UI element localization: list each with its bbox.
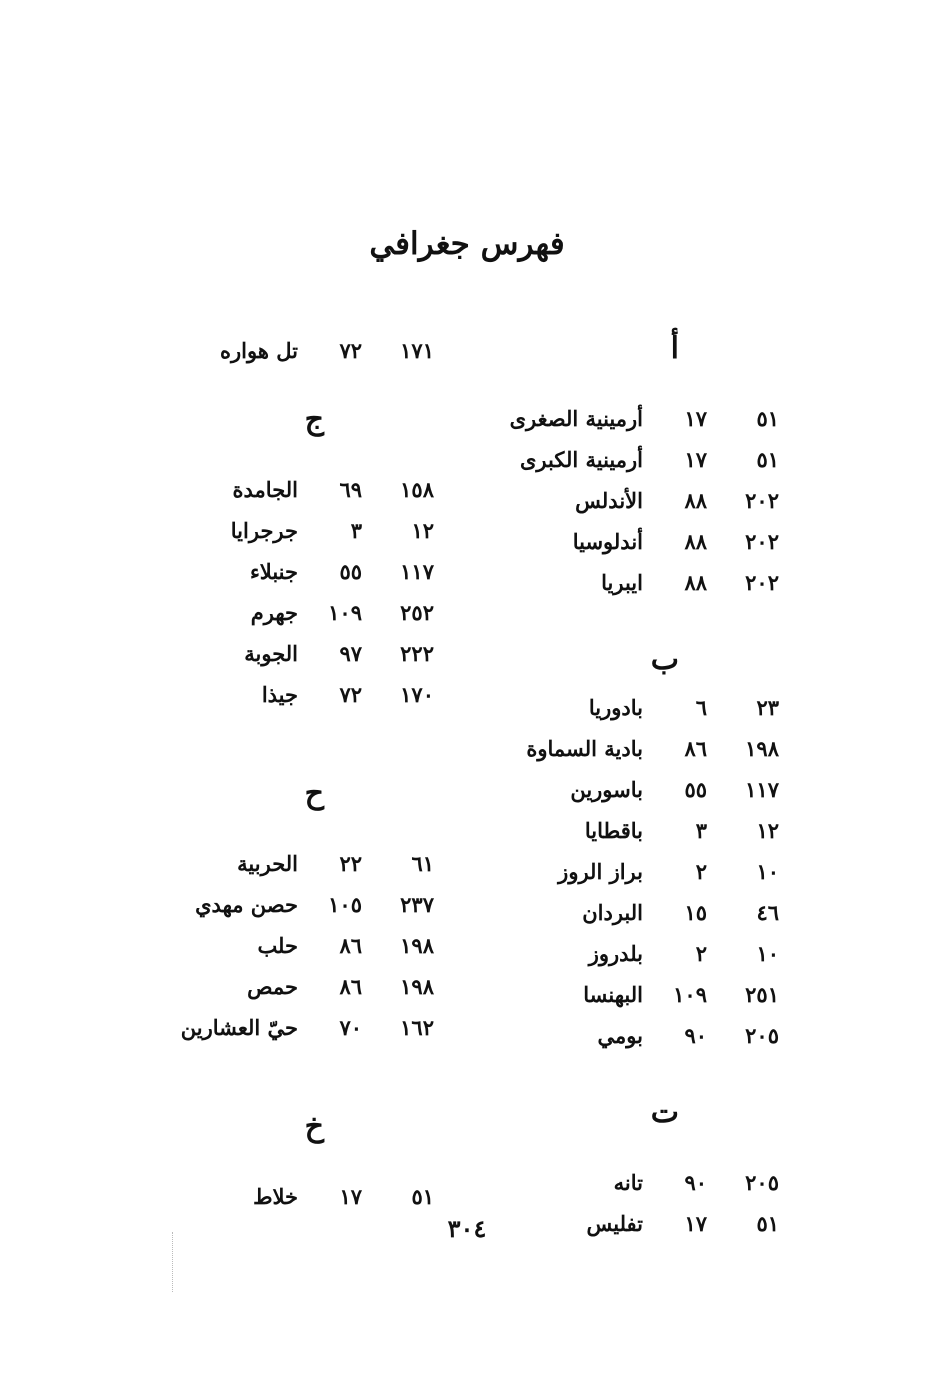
index-entry [74,633,434,674]
entry-page: ٦١ [411,851,434,876]
index-column-left [74,330,434,1217]
entry-place: بادوريا [588,695,643,720]
entry-place: حيّ العشارين [180,1015,298,1040]
section-letter: ت [650,1095,679,1130]
entry-number: ٩٧ [339,641,362,666]
index-entry [74,674,434,715]
entry-place: خلاط [253,1184,298,1209]
entry-page: ١٠ [756,941,779,966]
entry-number: ٨٨ [684,570,707,595]
page-number: ٣٠٤ [447,1214,487,1243]
entry-place: بلدروز [588,941,643,966]
entry-number: ٢٢ [339,851,362,876]
entry-page: ١١٧ [400,559,434,584]
index-entry [74,551,434,592]
entry-number: ٩٠ [684,1023,707,1048]
index-entry [429,562,779,603]
index-entry [74,1007,434,1048]
entry-page: ٥١ [756,1211,779,1236]
entry-place: جنبلاء [249,559,298,584]
index-entry [429,687,779,728]
entry-place: أرمينية الكبرى [520,447,643,472]
entry-page: ٥١ [756,406,779,431]
entry-place: ايبريا [601,570,643,595]
entry-place: الجامدة [232,477,298,502]
entry-page: ١٧٠ [400,682,434,707]
entry-page: ٥١ [756,447,779,472]
index-entry [74,966,434,1007]
section-letter: خ [304,1109,324,1144]
entry-place: الحربية [237,851,298,876]
entry-page: ١٩٨ [400,974,434,999]
scan-margin-mark [172,1232,174,1292]
section-letter: ح [304,776,324,811]
entry-number: ٣ [350,518,362,543]
index-entry [74,1176,434,1217]
entry-place: تل هواره [220,338,298,363]
index-entry [429,974,779,1015]
entry-page: ١١٧ [745,777,779,802]
entry-page: ٢٣ [756,695,779,720]
entry-number: ٢ [695,941,707,966]
section-letter: ج [304,402,324,437]
entry-number: ٦ [695,695,707,720]
entry-place: حمص [247,974,298,999]
entry-page: ١٢ [756,818,779,843]
entry-place: بومي [597,1023,643,1048]
index-entry [74,330,434,371]
index-entry [74,592,434,633]
section-letter: أ [670,331,679,366]
entry-page: ٢٥١ [745,982,779,1007]
entry-page: ٢٥٢ [400,600,434,625]
entry-place: أرمينية الصغرى [509,406,643,431]
entry-number: ٨٨ [684,488,707,513]
entry-place: البهنسا [583,982,643,1007]
entry-page: ٢٣٧ [400,892,434,917]
entry-number: ١٧ [684,447,707,472]
entry-place: حصن مهدي [195,892,298,917]
entry-place: تانه [613,1170,643,1195]
index-entry [74,884,434,925]
entry-place: جهرم [250,600,298,625]
entry-number: ٥٥ [684,777,707,802]
page-title: فهرس جغرافي [369,226,565,262]
entry-number: ٢ [695,859,707,884]
entry-page: ٢٠٢ [745,529,779,554]
entry-place: حلب [257,933,298,958]
entry-number: ٩٠ [684,1170,707,1195]
entry-number: ٥٥ [339,559,362,584]
entry-page: ١٩٨ [745,736,779,761]
entry-place: بادية السماوة [526,736,643,761]
entry-place: الجوبة [244,641,298,666]
index-entry [429,439,779,480]
entry-place: براز الروز [558,859,643,884]
entry-number: ٧٢ [339,338,362,363]
index-entry [429,1015,779,1056]
entry-number: ١٠٥ [328,892,362,917]
index-entry [429,521,779,562]
entry-page: ١٥٨ [400,477,434,502]
entry-place: جيذا [261,682,298,707]
entry-page: ٢٠٢ [745,488,779,513]
entry-place: باقطايا [584,818,643,843]
entry-place: أندلوسيا [572,529,643,554]
entry-number: ١٠٩ [673,982,707,1007]
entry-number: ٦٩ [339,477,362,502]
entry-number: ٧٠ [339,1015,362,1040]
index-entry [429,892,779,933]
entry-page: ١٦٢ [400,1015,434,1040]
entry-number: ١٧ [684,1211,707,1236]
entry-number: ٧٢ [339,682,362,707]
entry-number: ٣ [695,818,707,843]
index-entry [429,851,779,892]
entry-place: باسورين [570,777,643,802]
index-entry [429,1162,779,1203]
index-entry [429,728,779,769]
index-entry [74,469,434,510]
entry-number: ٨٦ [339,933,362,958]
index-entry [429,398,779,439]
entry-page: ١٢ [411,518,434,543]
entry-number: ٨٦ [684,736,707,761]
entry-number: ١٧ [339,1184,362,1209]
entry-page: ٢٠٥ [745,1023,779,1048]
entry-page: ٢٢٢ [400,641,434,666]
section-letter: ب [650,642,679,677]
entry-number: ١٥ [684,900,707,925]
index-column-right [429,322,779,1244]
index-entry [429,933,779,974]
entry-page: ٤٦ [756,900,779,925]
entry-place: الأندلس [575,488,643,513]
entry-page: ١٩٨ [400,933,434,958]
index-entry [74,843,434,884]
index-entry [74,510,434,551]
entry-number: ٨٦ [339,974,362,999]
entry-page: ٢٠٥ [745,1170,779,1195]
index-entry [74,925,434,966]
entry-place: البردان [582,900,643,925]
index-entry [429,769,779,810]
entry-number: ١٠٩ [328,600,362,625]
entry-page: ٥١ [411,1184,434,1209]
entry-page: ١٧١ [400,338,434,363]
index-entry [429,810,779,851]
entry-number: ١٧ [684,406,707,431]
entry-page: ١٠ [756,859,779,884]
index-entry [429,480,779,521]
entry-place: جرجرايا [230,518,298,543]
entry-number: ٨٨ [684,529,707,554]
entry-page: ٢٠٢ [745,570,779,595]
entry-place: تفليس [586,1211,643,1236]
